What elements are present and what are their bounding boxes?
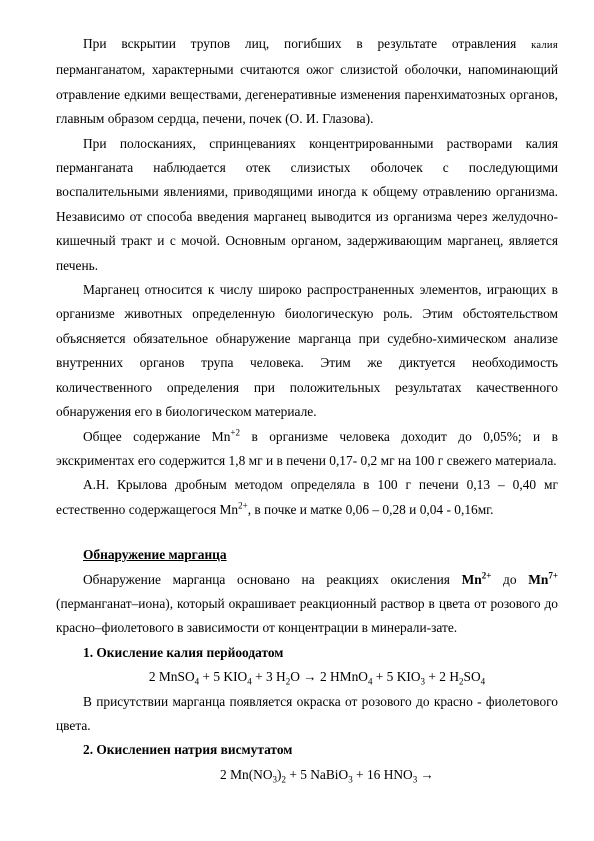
formula-mn <box>528 572 558 587</box>
subscript: 4 <box>367 676 373 687</box>
formula-mn <box>462 572 492 587</box>
subscript: 4 <box>247 676 252 687</box>
reaction-2-equation <box>56 763 558 787</box>
eq-part: + 5 KIO <box>372 669 421 685</box>
paragraph-krylova <box>56 473 558 522</box>
subscript: 3 <box>272 774 277 785</box>
text: в организме человека доходит до 0,05%; и в экскриментах его содержится 1,8 мг и в печени 0,17- 0,2 мг на 100 г свежего материала. <box>56 428 559 468</box>
document-page <box>56 32 558 787</box>
section-title: Обнаружение марганца <box>83 547 227 563</box>
subscript: 4 <box>194 676 200 687</box>
subscript: 3 <box>412 774 418 785</box>
subscript: 2 <box>281 774 286 785</box>
reaction-1-equation <box>56 665 558 689</box>
eq-part: + 16 HNO <box>352 766 413 782</box>
text: Mn <box>461 571 482 587</box>
superscript: 2+ <box>238 500 248 511</box>
eq-part: ) <box>277 766 282 782</box>
paragraph-rinsing: При полосканиях, спринцеваниях концентрированными растворами калия перманганата наблюдается отек слизистых оболочек с последующими воспалительными явлениями, приводящими иногда к общему отравлению организма. Независимо от способа введения марганец выводится из организма через желудочно-кишечный тракт и с мочой. Основным органом, задерживающим марганец, является печень. <box>56 135 558 273</box>
eq-part: + 5 KIO <box>199 669 248 685</box>
eq-part: → <box>417 766 434 782</box>
reaction-1-note: В присутствии марганца появляется окраска от розового до красно - фиолетового цвета. <box>56 693 558 733</box>
eq-part: + 5 NaBiO <box>285 766 349 782</box>
paragraph-manganese-role: Марганец относится к числу широко распространенных элементов, играющих в организме животных определенную биологическую роль. Этим обстоятельством объясняется обязательное обнаружение марганца при судебно-химическом анализе внутренних органов трупа человека. Этим же диктуется необходимость количественного определения при положительных результатах качественного обнаружения его в биологическом материале. <box>56 282 558 420</box>
paragraph-poisoning-autopsy <box>56 32 558 132</box>
eq-part: 2 Mn(NO <box>220 766 273 782</box>
text: При вскрытии трупов лиц, погибших в результате отравления <box>83 36 517 51</box>
eq-part: O → 2 HMnO <box>290 669 368 685</box>
subscript: 3 <box>420 676 426 687</box>
text: (перманганат–иона), который окрашивает реакционный раствор в цвета от розового до красно–фиолетового в зависимости от концентрации в минерали-зате. <box>56 595 558 636</box>
eq-part: + 3 H <box>251 669 286 685</box>
text: калия <box>531 40 558 51</box>
text: А.Н. Крылова дробным методом определяла в 100 г печени 0,13 – 0,40 мг естественно содержащегося Mn <box>56 477 558 517</box>
section-heading <box>56 543 558 567</box>
text: , в почке и матке 0,06 – 0,28 и 0,04 - 0,16мг. <box>247 501 494 517</box>
reaction-2-heading: 2. Окислениен натрия висмутатом <box>83 742 293 758</box>
text: Общее содержание Mn <box>83 428 231 444</box>
text: перманганатом, характерными считаются ожог слизистой оболочки, напоминающий отравление едкими веществами, дегенеративные изменения паренхиматозных органов, главным образом сердца, печени, почек (О. И. Глазова). <box>56 62 558 127</box>
superscript: 2+ <box>481 570 492 581</box>
eq-part: 2 MnSO <box>148 669 195 685</box>
eq-part: SO <box>463 669 481 685</box>
subscript: 2 <box>459 676 464 687</box>
text: до <box>491 571 529 587</box>
text: Обнаружение марганца основано на реакциях окисления <box>83 571 462 587</box>
subscript: 3 <box>348 774 353 785</box>
text: Mn <box>528 571 549 587</box>
subscript: 4 <box>480 676 486 687</box>
subscript: 2 <box>285 676 291 687</box>
spacer <box>56 522 558 543</box>
paragraph-total-content <box>56 425 558 474</box>
superscript: 7+ <box>548 570 558 581</box>
reaction-1-heading: 1. Окисление калия перйоодатом <box>83 644 284 660</box>
paragraph-detection-intro <box>56 568 558 641</box>
superscript: +2 <box>230 427 240 438</box>
eq-part: + 2 H <box>425 669 459 685</box>
